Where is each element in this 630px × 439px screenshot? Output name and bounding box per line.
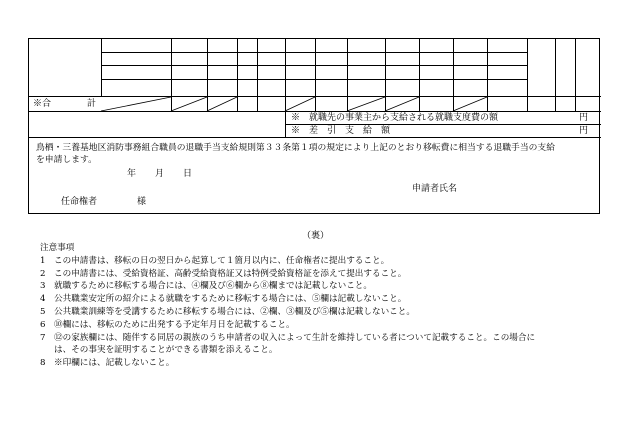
note-item bbox=[40, 332, 535, 345]
note-item bbox=[40, 293, 535, 306]
support-amount-label: ※ 就職先の事業主から支給される就職支度費の額 bbox=[291, 113, 499, 123]
appointer-label: 任命権者 bbox=[61, 197, 98, 207]
note-item bbox=[40, 306, 535, 319]
statement-line-2: を申請します。 bbox=[36, 155, 97, 165]
notes-list bbox=[40, 255, 535, 370]
note-number: 4 bbox=[40, 294, 46, 305]
note-text: ⑩欄には、移転のために出発する予定年月日を記載すること。 bbox=[54, 319, 295, 330]
note-item bbox=[40, 319, 535, 332]
applicant-name-label: 申請者氏名 bbox=[412, 184, 458, 194]
date-year: 年 bbox=[127, 169, 137, 179]
appointer-suffix: 様 bbox=[137, 197, 147, 207]
statement-line-1: 鳥栖・三養基地区消防事務組合職員の退職手当支給規則第３３条第１項の規定により上記のとおり移転費に相当する退職手当の支給 bbox=[36, 143, 556, 153]
note-number: 3 bbox=[40, 281, 46, 292]
note-text: 公共職業訓練等を受講するために移転する場合には、②欄、③欄及び⑤欄は記載しないこと。 bbox=[54, 306, 415, 317]
notes-heading: 注意事項 bbox=[40, 243, 75, 253]
note-number: 6 bbox=[40, 319, 46, 330]
grid-line bbox=[101, 39, 102, 97]
note-item bbox=[40, 280, 535, 293]
grid-line bbox=[101, 52, 527, 53]
note-number: 8 bbox=[40, 358, 46, 369]
note-number: 7 bbox=[40, 332, 46, 343]
note-item bbox=[40, 268, 535, 281]
total-row-diagonals bbox=[29, 96, 601, 112]
net-payment-unit: 円 bbox=[579, 126, 589, 136]
note-text: 公共職業安定所の紹介による就職をするために移転する場合には、⑤欄は記載しないこと。 bbox=[54, 294, 407, 305]
grid-line bbox=[101, 79, 527, 80]
note-text: 就職するために移転する場合には、④欄及び⑥欄から⑧欄までは記載しないこと。 bbox=[54, 281, 372, 292]
grid-line bbox=[101, 65, 527, 66]
total-label: ※合 計 bbox=[33, 99, 97, 109]
grid-line bbox=[285, 124, 601, 125]
note-item bbox=[40, 255, 535, 268]
date-day: 日 bbox=[183, 169, 193, 179]
grid-line bbox=[29, 137, 601, 138]
date-month: 月 bbox=[155, 169, 165, 179]
application-form-table bbox=[28, 38, 600, 214]
note-item bbox=[40, 344, 535, 357]
note-number: 2 bbox=[40, 268, 46, 279]
back-side-label: （裏） bbox=[302, 231, 330, 241]
notes-section bbox=[40, 242, 535, 370]
note-text: は、その事実を証明することができる書類を添えること。 bbox=[54, 345, 278, 356]
note-number: 1 bbox=[40, 255, 46, 266]
note-text: この申請書は、移転の日の翌日から起算して１箇月以内に、任命権者に提出すること。 bbox=[54, 255, 390, 266]
net-payment-label: ※ 差 引 支 給 額 bbox=[291, 126, 391, 136]
note-text: ⑫の家族欄には、随伴する同居の親族のうち申請者の収入によって生計を維持している者について記載すること。この場合に bbox=[54, 332, 536, 343]
note-item bbox=[40, 357, 535, 370]
grid-line bbox=[285, 39, 286, 137]
note-number: 5 bbox=[40, 306, 46, 317]
note-text: この申請書には、受給資格証、高齢受給資格証又は特例受給資格証を添えて提出すること。 bbox=[54, 268, 407, 279]
support-amount-unit: 円 bbox=[579, 113, 589, 123]
note-text: ※印欄には、記載しないこと。 bbox=[54, 358, 175, 369]
